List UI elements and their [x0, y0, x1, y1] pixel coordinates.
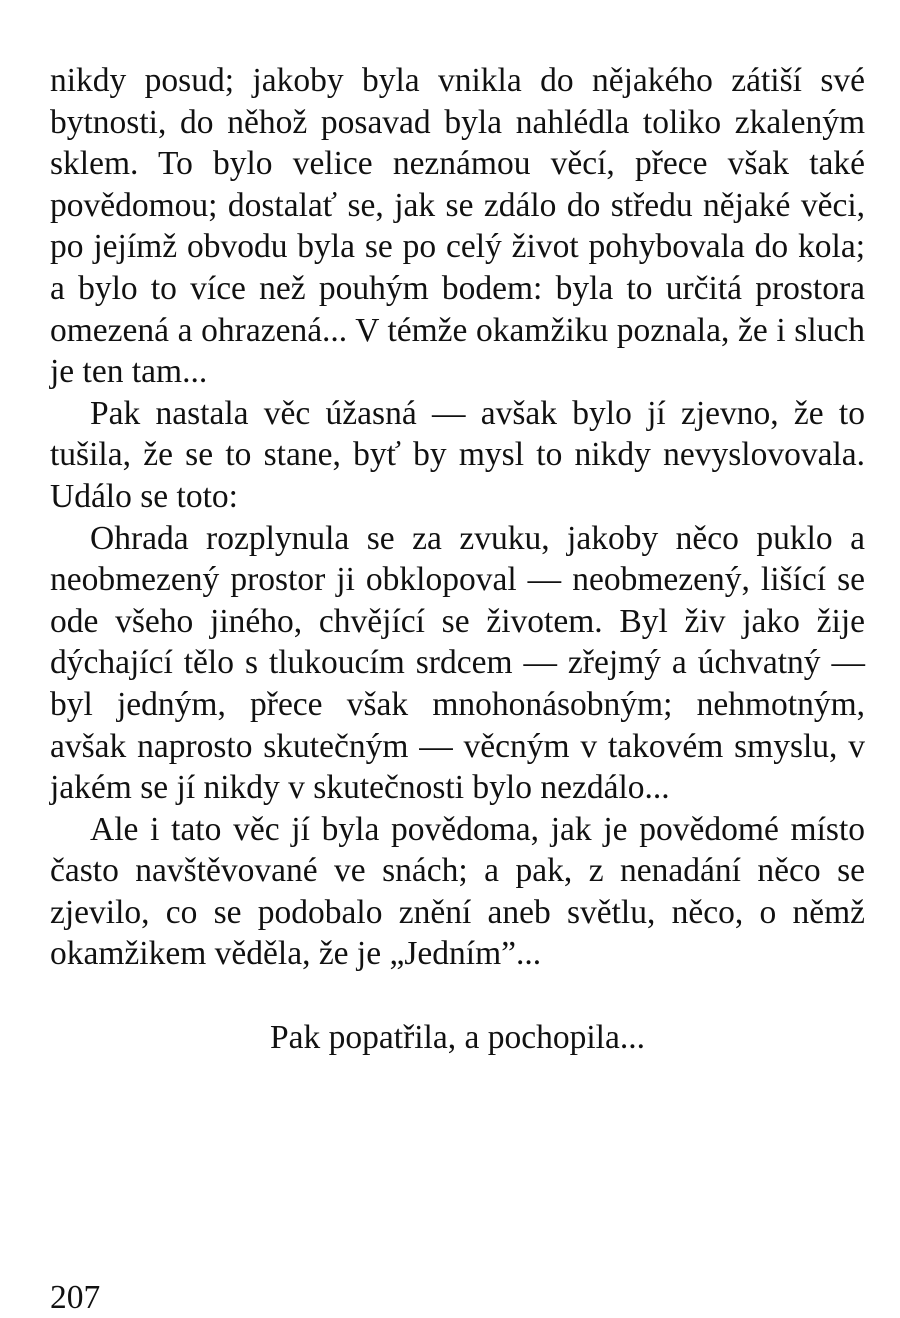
book-page: [50, 60, 865, 1059]
paragraph-continued: nikdy posud; jakoby byla vnikla do nějakého zátiší své bytnosti, do něhož posavad byla nahlédla toliko zkaleným sklem. To bylo velice neznámou věcí, přece však také povědomou; dostalať se, jak se zdálo do středu nějaké věci, po jejímž obvodu byla se po celý život pohybovala do kola; a bylo to více než pouhým bodem: byla to určitá prostora omezená a ohrazená... V témže okamžiku poznala, že i sluch je ten tam...: [50, 62, 865, 391]
paragraph-event: Pak nastala věc úžasná — avšak bylo jí zjevno, že to tušila, že se to stane, byť by mysl to nikdy nevyslovovala. Událo se toto:: [50, 394, 865, 515]
paragraph-the-one: Ale i tato věc jí byla povědoma, jak je povědomé místo často navštěvované ve snách; a pak, z nenadání něco se zjevilo, co se podobalo znění aneb světlu, něco, o němž okamžikem věděla, že je „Jedním”...: [50, 810, 865, 973]
page-number: 207: [50, 1279, 101, 1316]
paragraph-boundless-space: Ohrada rozplynula se za zvuku, jakoby něco puklo a neobmezený prostor ji obklopoval — neobmezený, lišící se ode všeho jiného, chvějící se životem. Byl živ jako žije dýchající tělo s tlukoucím srdcem — zřejmý a úchvatný — byl jedným, přece však mnohonásobným; nehmotným, avšak naprosto skutečným — věcným v takovém smyslu, v jakém se jí nikdy v skutečnosti bylo nezdálo...: [50, 519, 865, 807]
closing-line: Pak popatřila, a pochopila...: [270, 1019, 645, 1057]
